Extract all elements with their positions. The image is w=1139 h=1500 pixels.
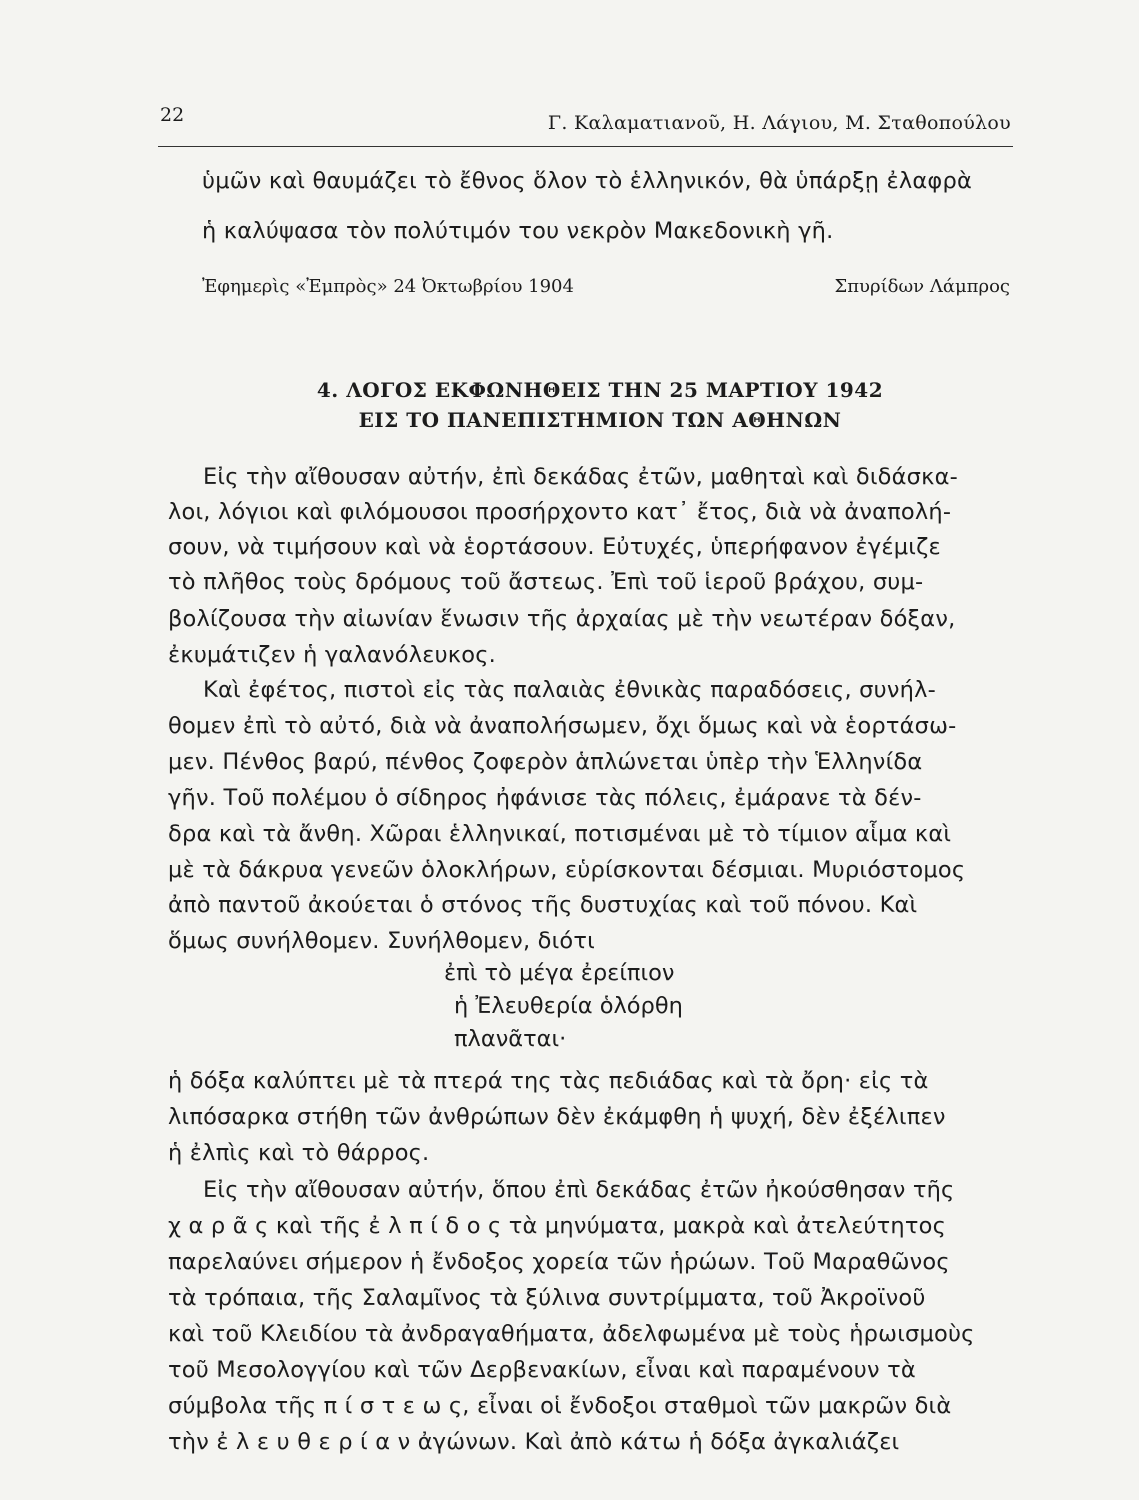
section-title-line2: ΕΙΣ ΤΟ ΠΑΝΕΠΙΣΤΗΜΙΟΝ ΤΩΝ ΑΘΗΝΩΝ [358,408,842,432]
page-number: 22 [160,104,185,126]
running-head: Γ. Καλαματιανοῦ, Η. Λάγιου, Μ. Σταθοπούλου [547,112,1011,134]
text-line: ἡ δόξα καλύπτει μὲ τὰ πτερά της τὰς πεδιάδας καὶ τὰ ὄρη· εἰς τὰ [168,1068,929,1094]
text-line: τὸ πλῆθος τοὺς δρόμους τοῦ ἄστεως. Ἐπὶ τοῦ ἱεροῦ βράχου, συμ- [168,569,924,595]
text-line: ἡ ἐλπὶς καὶ τὸ θάρρος. [168,1140,430,1166]
text-line: καὶ τοῦ Κλειδίου τὰ ἀνδραγαθήματα, ἀδελφωμένα μὲ τοὺς ἡρωισμοὺς [168,1321,975,1347]
text-line: τὴν ἐ λ ε υ θ ε ρ ί α ν ἀγώνων. Καὶ ἀπὸ κάτω ἡ δόξα ἀγκαλιάζει [168,1429,900,1455]
text-line: ὑμῶν καὶ θαυμάζει τὸ ἔθνος ὅλον τὸ ἑλληνικόν, θὰ ὑπάρξῃ ἐλαφρὰ [202,168,972,194]
source-attribution [202,272,1010,302]
text-line: παρελαύνει σήμερον ἡ ἔνδοξος χορεία τῶν ἡρώων. Τοῦ Μαραθῶνος [168,1249,950,1275]
text-line: Καὶ ἐφέτος, πιστοὶ εἰς τὰς παλαιὰς ἐθνικὰς παραδόσεις, συνήλ- [203,677,936,703]
text-line: ἡ καλύψασα τὸν πολύτιμόν του νεκρὸν Μακεδονικὴ γῆ. [202,218,834,244]
text-line: τὰ τρόπαια, τῆς Σαλαμῖνος τὰ ξύλινα συντρίμματα, τοῦ Ἀκροϊνοῦ [168,1285,926,1311]
text-line: βολίζουσα τὴν αἰωνίαν ἕνωσιν τῆς ἀρχαίας μὲ τὴν νεωτέραν δόξαν, [168,606,956,632]
text-line: θομεν ἐπὶ τὸ αὐτό, διὰ νὰ ἀναπολήσωμεν, ὄχι ὅμως καὶ νὰ ἑορτάσω- [168,713,957,739]
verse-line: ἡ Ἐλευθερία ὁλόρθη [454,993,683,1019]
section-title-line1: 4. ΛΟΓΟΣ ΕΚΦΩΝΗΘΕΙΣ ΤΗΝ 25 ΜΑΡΤΙΟΥ 1942 [316,378,884,402]
text-line: λιπόσαρκα στήθη τῶν ἀνθρώπων δὲν ἐκάμφθη ἡ ψυχή, δὲν ἐξέλιπεν [168,1104,946,1130]
text-line: γῆν. Τοῦ πολέμου ὁ σίδηρος ἠφάνισε τὰς πόλεις, ἐμάρανε τὰ δέν- [168,785,922,811]
text-line: ὅμως συνήλθομεν. Συνήλθομεν, διότι [168,928,595,954]
text-line: μεν. Πένθος βαρύ, πένθος ζοφερὸν ἁπλώνεται ὑπὲρ τὴν Ἑλληνίδα [168,749,923,775]
text-line: τοῦ Μεσολογγίου καὶ τῶν Δερβενακίων, εἶναι καὶ παραμένουν τὰ [168,1357,916,1383]
text-line: Εἰς τὴν αἴθουσαν αὐτήν, ὅπου ἐπὶ δεκάδας ἐτῶν ἠκούσθησαν τῆς [203,1177,955,1203]
source-citation: Ἐφημερὶς «Ἐμπρὸς» 24 Ὀκτωβρίου 1904 [202,276,574,297]
source-author: Σπυρίδων Λάμπρος [834,276,1010,297]
text-line: Εἰς τὴν αἴθουσαν αὐτήν, ἐπὶ δεκάδας ἐτῶν, μαθηταὶ καὶ διδάσκα- [203,464,958,490]
text-line: σουν, νὰ τιμήσουν καὶ νὰ ἑορτάσουν. Εὐτυχές, ὑπερήφανον ἐγέμιζε [168,534,941,560]
text-line: σύμβολα τῆς π ί σ τ ε ω ς, εἶναι οἱ ἔνδοξοι σταθμοὶ τῶν μακρῶν διὰ [168,1393,952,1419]
text-line: δρα καὶ τὰ ἄνθη. Χῶραι ἑλληνικαί, ποτισμέναι μὲ τὸ τίμιον αἷμα καὶ [168,821,952,847]
text-line: μὲ τὰ δάκρυα γενεῶν ὁλοκλήρων, εὑρίσκονται δέσμιαι. Μυριόστομος [168,857,966,883]
verse-line: πλανᾶται· [454,1026,567,1052]
text-line: ἐκυμάτιζεν ἡ γαλανόλευκος. [168,642,496,668]
verse-line: ἐπὶ τὸ μέγα ἐρείπιον [444,960,675,986]
text-line: χ α ρ ᾶ ς καὶ τῆς ἐ λ π ί δ ο ς τὰ μηνύματα, μακρὰ καὶ ἀτελεύτητος [168,1213,946,1239]
text-line: λοι, λόγιοι καὶ φιλόμουσοι προσήρχοντο κατ᾽ ἔτος, διὰ νὰ ἀναπολή- [168,499,952,525]
page-header [158,98,1013,147]
text-line: ἀπὸ παντοῦ ἀκούεται ὁ στόνος τῆς δυστυχίας καὶ τοῦ πόνου. Καὶ [168,892,918,918]
